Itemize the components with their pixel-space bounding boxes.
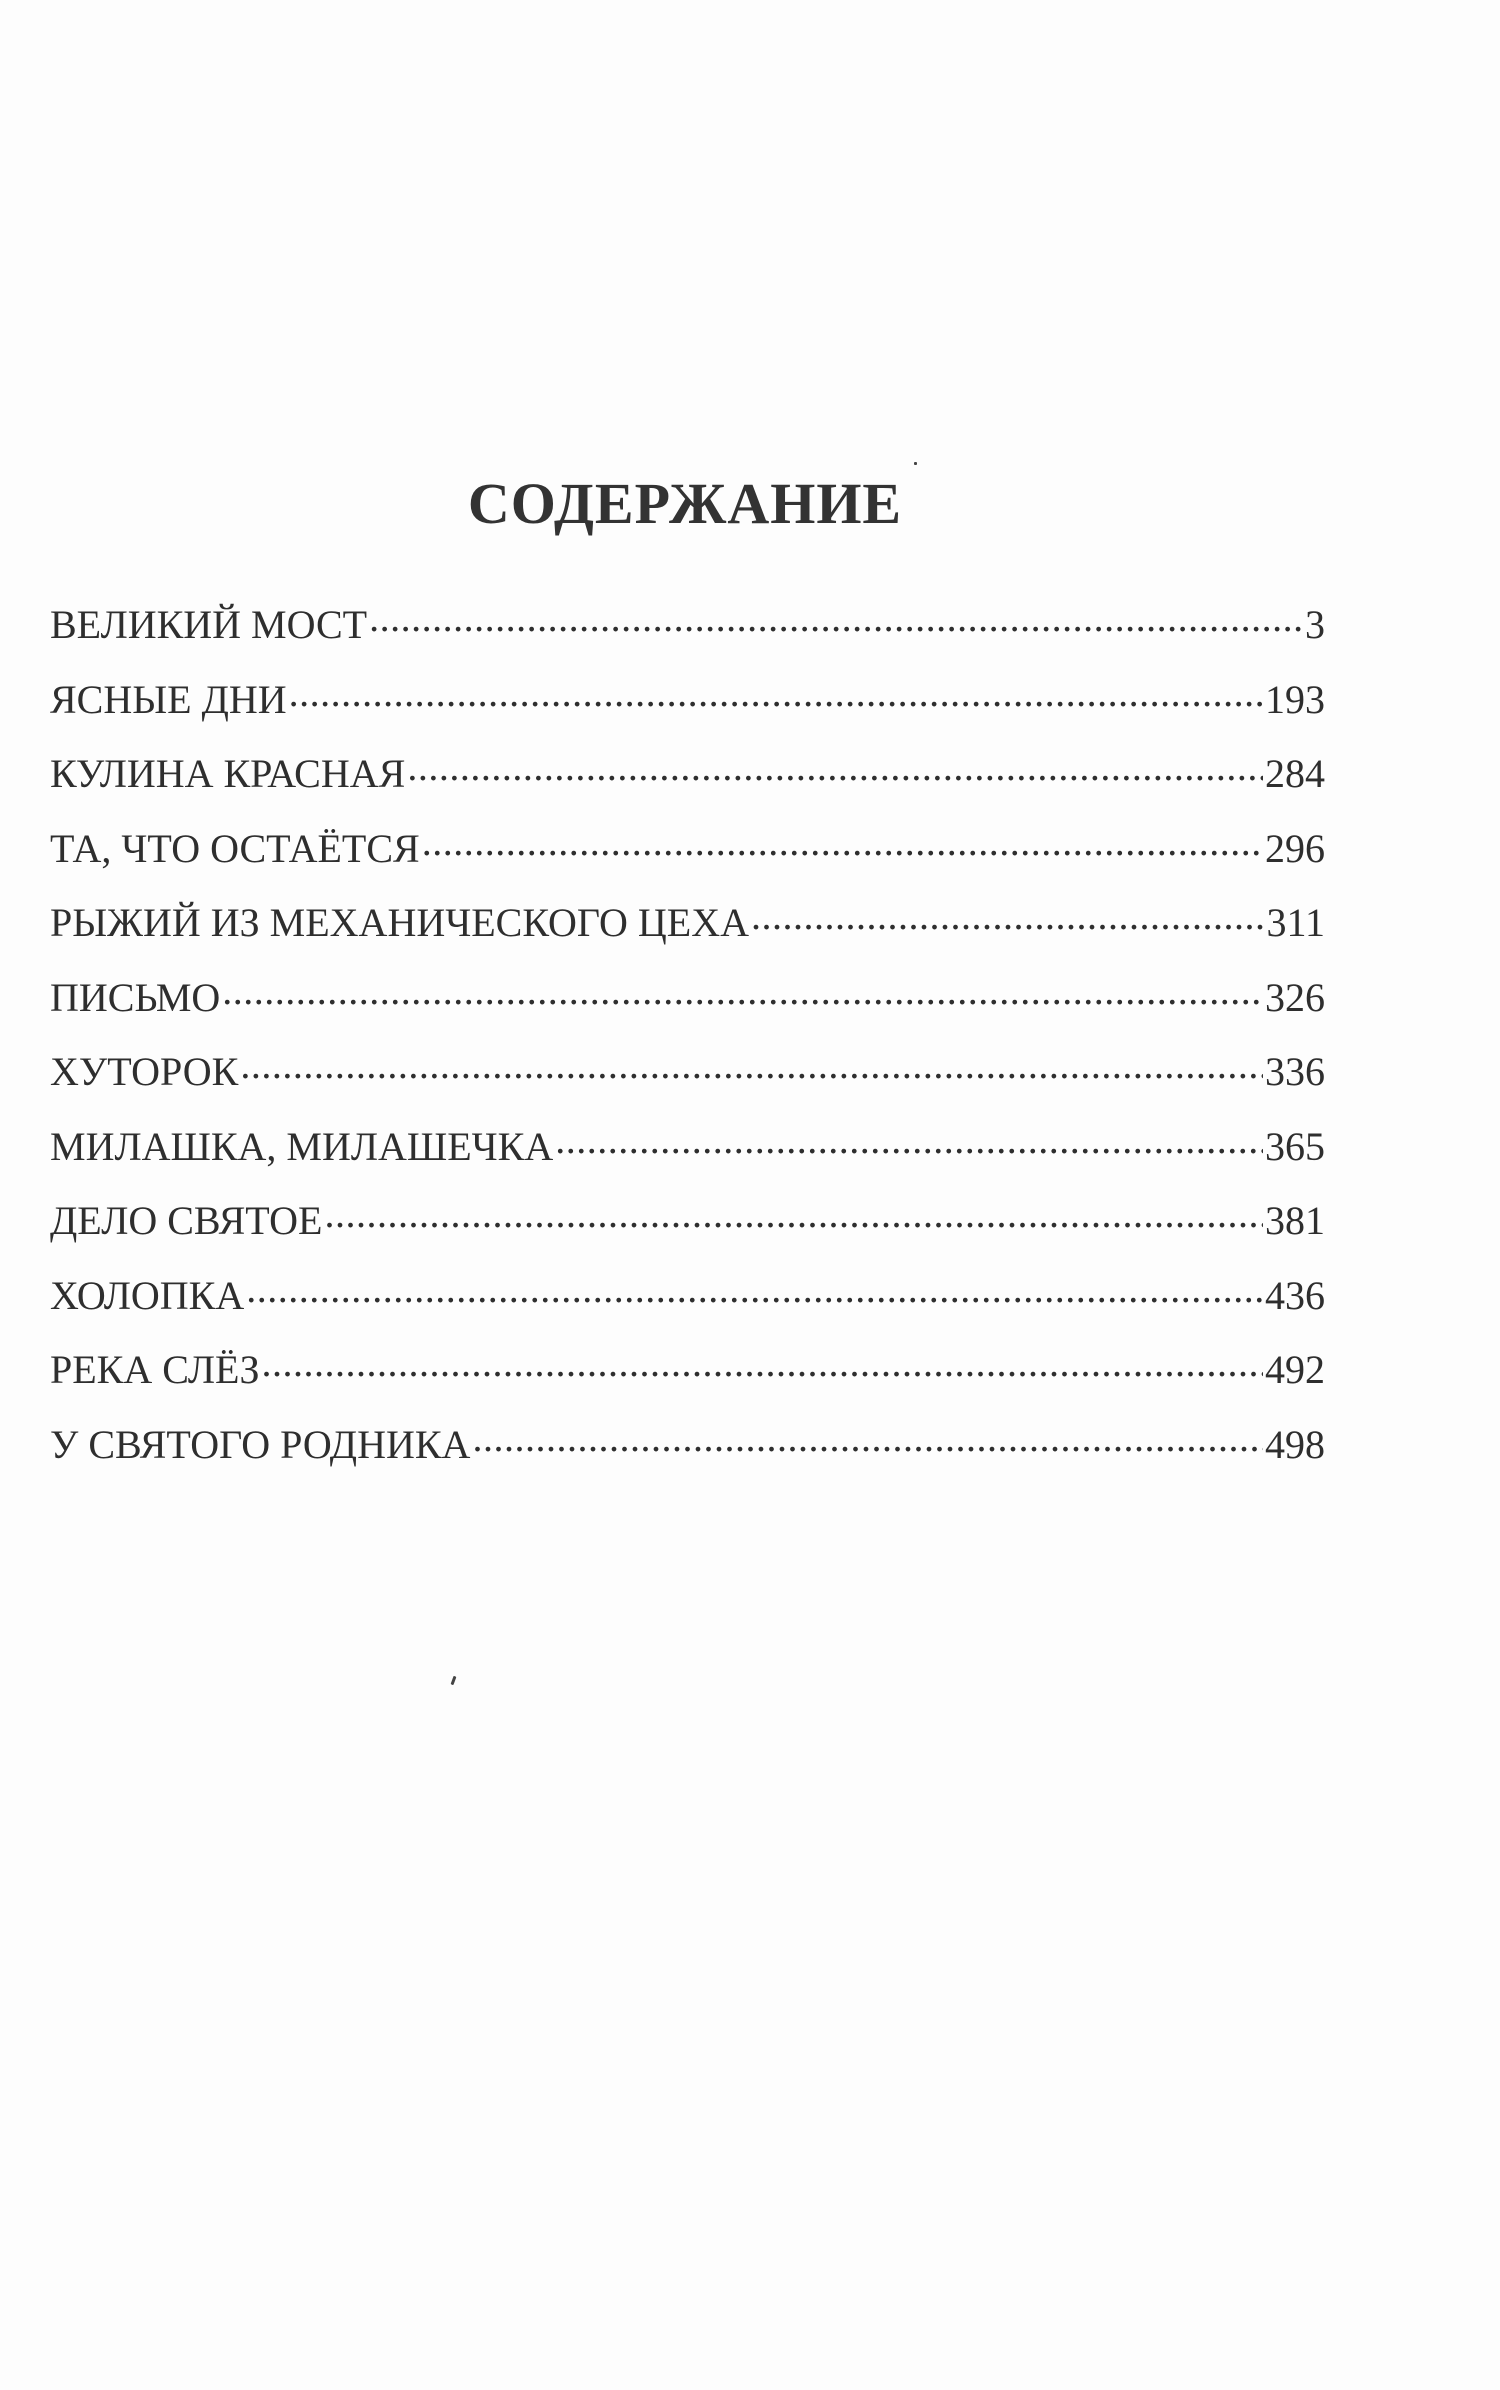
dot-leader bbox=[289, 673, 1263, 713]
toc-entry-page: 436 bbox=[1265, 1272, 1325, 1318]
dot-leader bbox=[472, 1418, 1263, 1458]
toc-entry bbox=[50, 1408, 1325, 1483]
toc-entry-title: ПИСЬМО bbox=[50, 974, 221, 1020]
toc-entry-page: 3 bbox=[1305, 602, 1325, 647]
toc-entry-title: РЕКА СЛЁЗ bbox=[50, 1347, 260, 1392]
toc-entry bbox=[50, 961, 1325, 1036]
toc-entry bbox=[50, 1184, 1325, 1259]
toc-entry-title: ХОЛОПКА bbox=[50, 1272, 245, 1318]
toc-entry bbox=[50, 1035, 1325, 1110]
dot-leader bbox=[555, 1120, 1263, 1160]
dot-leader bbox=[246, 1269, 1263, 1309]
toc-entry-title: МИЛАШКА, МИЛАШЕЧКА bbox=[50, 1123, 554, 1169]
toc-entry-page: 284 bbox=[1265, 751, 1325, 796]
toc-entry bbox=[50, 663, 1325, 738]
dot-leader bbox=[407, 747, 1263, 787]
dot-leader bbox=[222, 971, 1263, 1011]
toc-entry-title: КУЛИНА КРАСНАЯ bbox=[50, 751, 406, 796]
toc-entry-title: ЯСНЫЕ ДНИ bbox=[50, 676, 287, 722]
toc-entry-page: 498 bbox=[1265, 1421, 1325, 1467]
toc-entry-title: ХУТОРОК bbox=[50, 1049, 239, 1094]
toc-entry bbox=[50, 886, 1325, 961]
toc-entry-title: ВЕЛИКИЙ МОСТ bbox=[50, 602, 368, 647]
toc-entry bbox=[50, 588, 1325, 663]
toc-entry bbox=[50, 1259, 1325, 1334]
table-of-contents bbox=[50, 588, 1325, 1482]
dot-leader bbox=[751, 896, 1264, 936]
toc-entry bbox=[50, 812, 1325, 887]
dot-leader bbox=[369, 598, 1303, 638]
toc-entry-title: У СВЯТОГО РОДНИКА bbox=[50, 1421, 471, 1467]
toc-entry-page: 296 bbox=[1265, 825, 1325, 871]
toc-entry-title: РЫЖИЙ ИЗ МЕХАНИЧЕСКОГО ЦЕХА bbox=[50, 900, 750, 945]
toc-entry bbox=[50, 1110, 1325, 1185]
print-speck bbox=[914, 462, 917, 465]
toc-entry-page: 365 bbox=[1265, 1123, 1325, 1169]
dot-leader bbox=[240, 1045, 1263, 1085]
page-title: СОДЕРЖАНИЕ bbox=[467, 471, 903, 536]
dot-leader bbox=[262, 1343, 1263, 1383]
toc-entry-title: ДЕЛО СВЯТОЕ bbox=[50, 1198, 323, 1243]
toc-entry-page: 492 bbox=[1265, 1347, 1325, 1392]
print-speck bbox=[451, 1676, 457, 1685]
dot-leader bbox=[324, 1194, 1263, 1234]
toc-entry-page: 311 bbox=[1266, 900, 1325, 945]
toc-entry-page: 326 bbox=[1265, 974, 1325, 1020]
toc-entry-page: 381 bbox=[1265, 1198, 1325, 1243]
toc-entry-page: 193 bbox=[1265, 676, 1325, 722]
toc-entry-title: ТА, ЧТО ОСТАЁТСЯ bbox=[50, 825, 420, 871]
toc-entry bbox=[50, 1333, 1325, 1408]
toc-entry-page: 336 bbox=[1265, 1049, 1325, 1094]
dot-leader bbox=[422, 822, 1263, 862]
toc-entry bbox=[50, 737, 1325, 812]
